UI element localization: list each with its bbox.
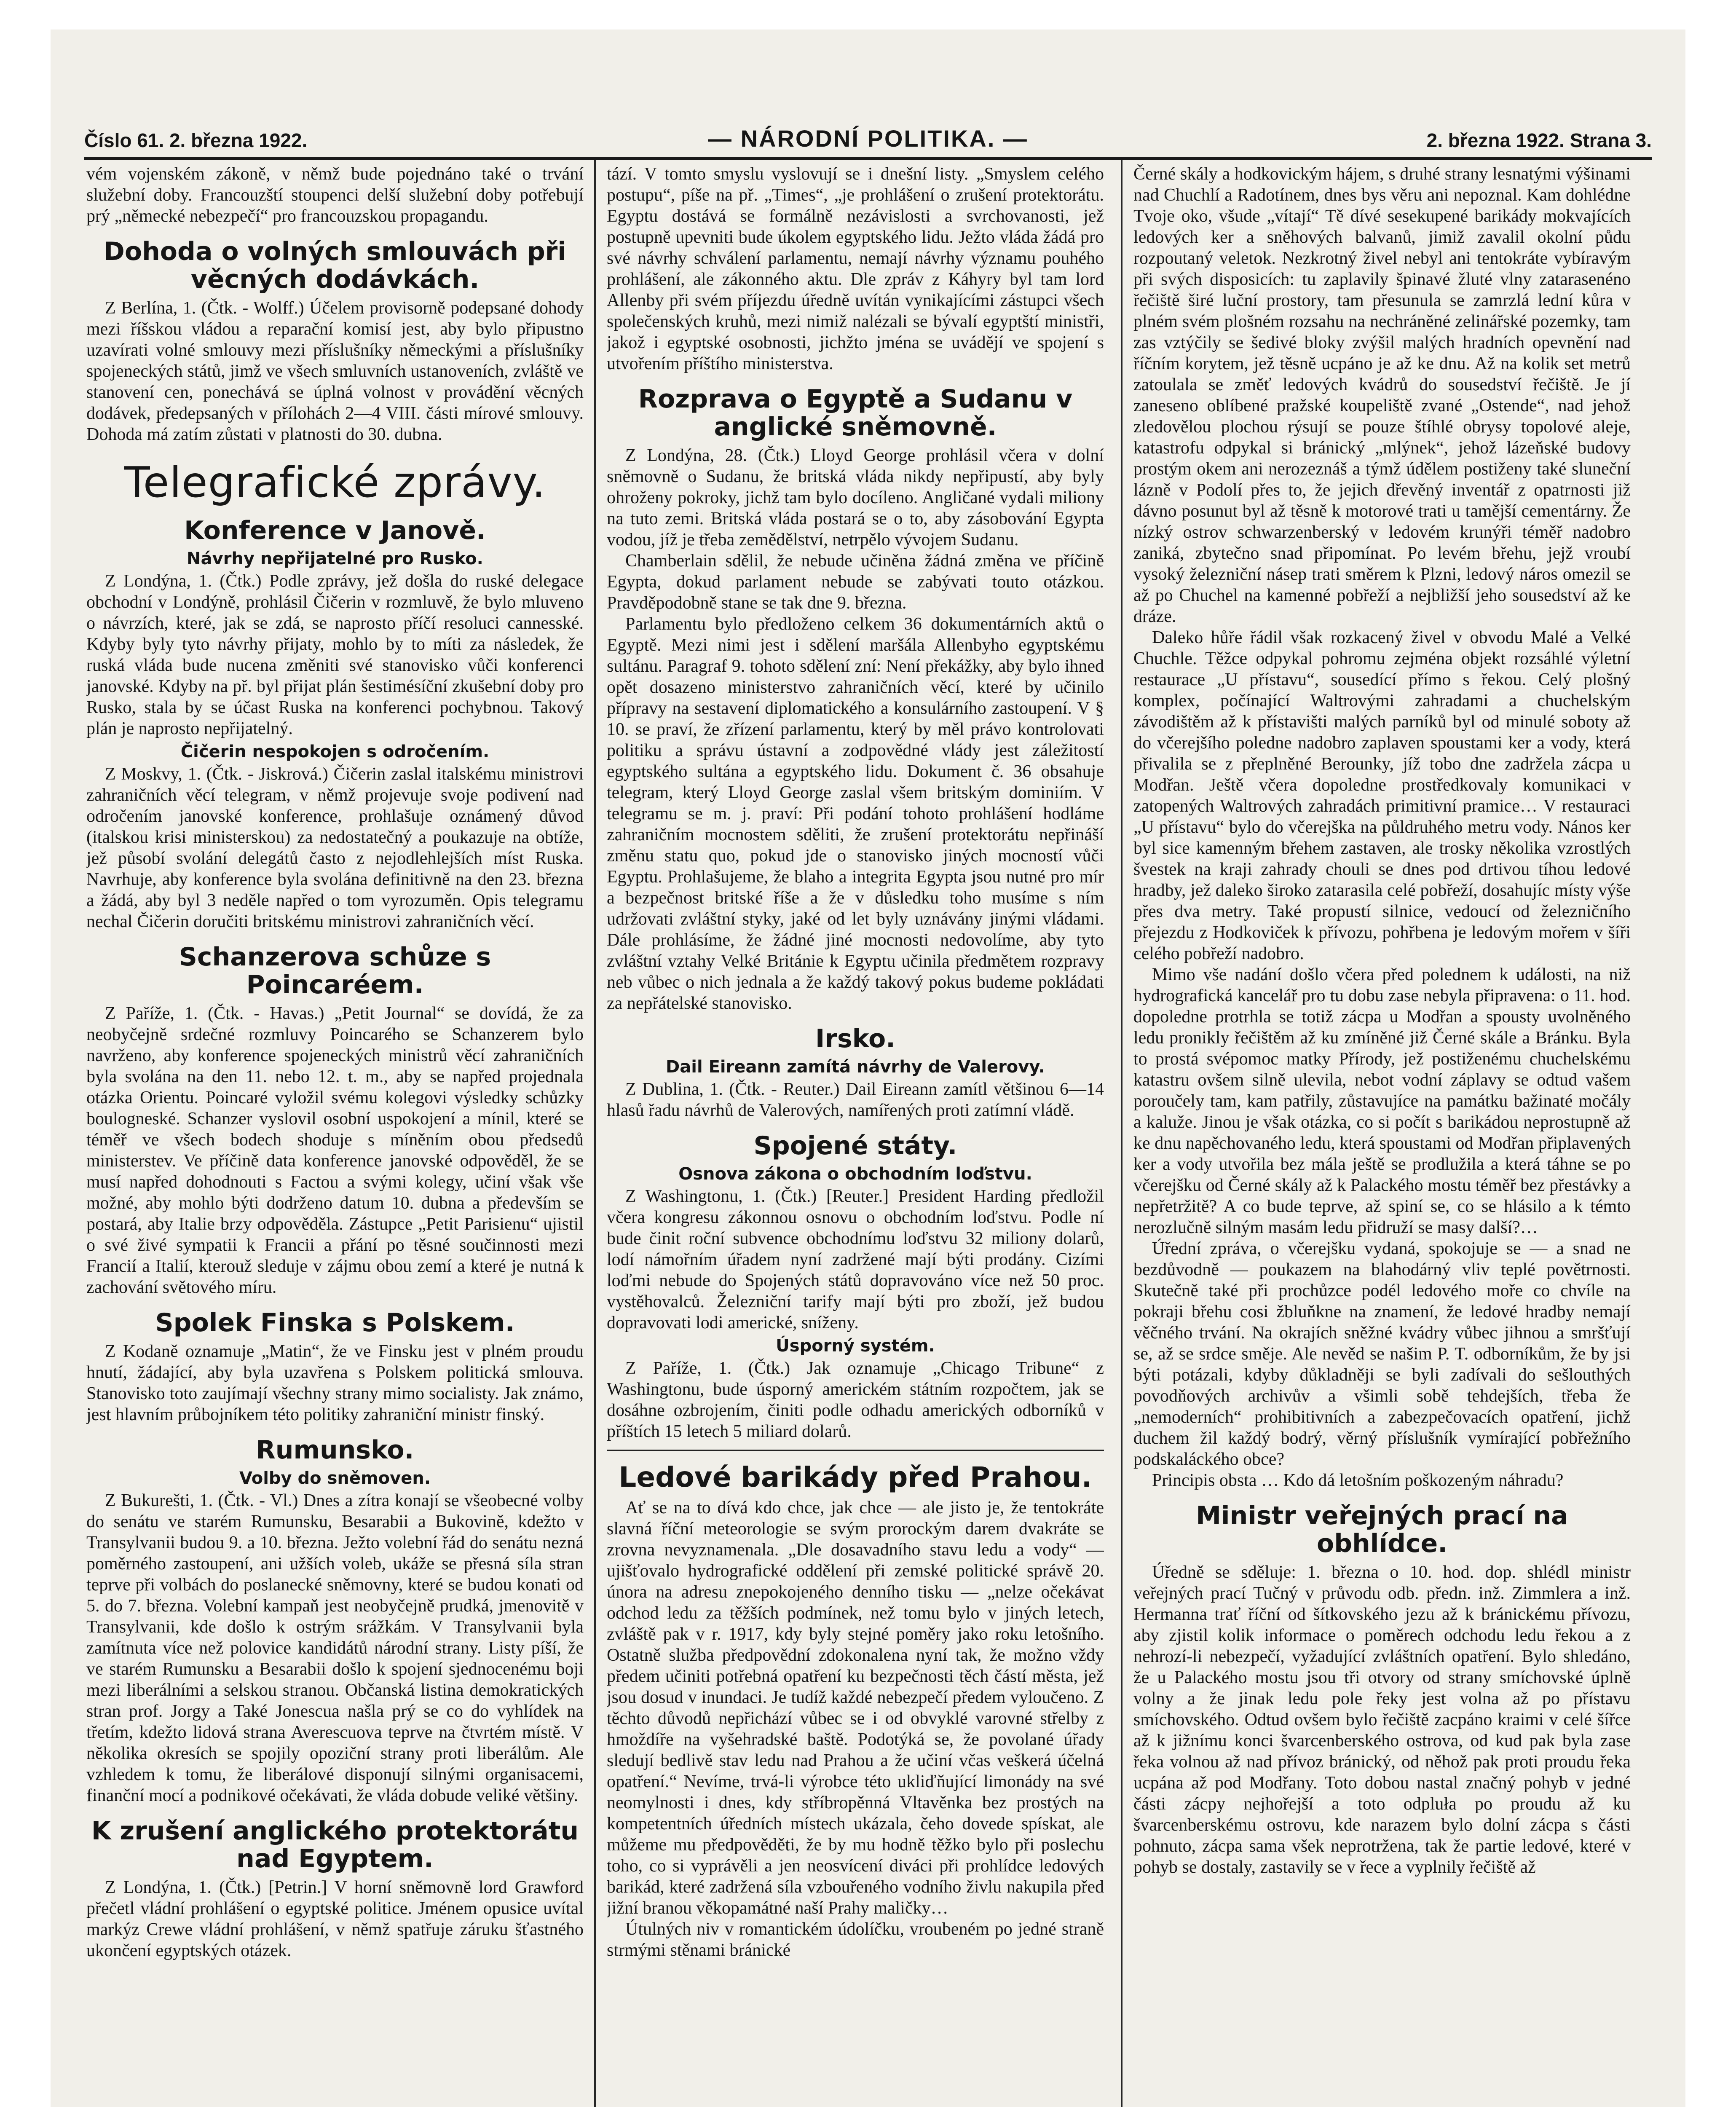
masthead bbox=[84, 125, 1652, 154]
col1-intro: vém vojenském zákoně, v němž bude pojednáno také o trvání služební doby. Francouzští stoupenci delší služební doby potřebují prý „německé nebezpečí“ pro francouzskou propagandu. bbox=[86, 164, 584, 226]
column-divider-2 bbox=[1121, 160, 1123, 2107]
irsko-article: Z Dublina, 1. (Čtk. - Reuter.) Dail Eireann zamítl většinou 6—14 hlasů řadu návrhů de Valerových, namířených proti zatímní vládě. bbox=[607, 1080, 1104, 1120]
page-number-right: 2. března 1922. Strana 3. bbox=[1426, 129, 1652, 151]
col3-paragraph-3: Mimo vše nadání došlo včera před polednem k události, na niž hydrografická kancelář pro tu dobu zase nebyla připravena: o 11. hod. dopoledne protrhla se totiž zácpa u Modřan a spousty uvolněného ledu pronikly řečištěm až ku zmíněné již Černé skále a Bránku. Byla to prostá svépomoc matky Přírody, jež postiženému chuchelskému katastru ovšem silně ulevila, nebot vodní záplavy se odtud vašem poroučely tam, kam patřily, zůstavujíce na památku bažinaté močály a kaluže. Jinou je však otázka, co si počít s barikádou neprostupně až ke dnu napěchovaného ledu, která spoustami od Modřan připlavených ker a vody utvořila bez mála ještě se prodlužila a která táhne se po včerejšku od Černé skály až k Palackého mostu téměř bez přestávky a nepřetržitě? A co bude teprve, až spiní se, co se hlásilo a k témto nerozlučně silným masám ledu přidruží se masy další?… bbox=[1133, 965, 1631, 1237]
ministr-headline: Ministr veřejných prací na obhlídce. bbox=[1196, 1501, 1568, 1558]
rumunsko-headline: Rumunsko. bbox=[256, 1435, 414, 1465]
cicerin-subhead: Čičerin nespokojen s odročením. bbox=[180, 742, 490, 761]
egypt-headline: K zrušení anglického protektorátu nad Egyptem. bbox=[91, 1816, 579, 1874]
usa-subhead: Osnova zákona o obchodním loďstvu. bbox=[678, 1164, 1032, 1184]
egypt-article: Z Londýna, 1. (Čtk.) [Petrin.] V horní sněmovně lord Grawford přečetl vládní prohlášení o egyptské politice. Jménem opusice uvítal markýz Crewe vládní prohlášení, v němž spatřuje záruku šťastného ukončení egyptských otázek. bbox=[86, 1878, 584, 1960]
column-divider-1 bbox=[594, 160, 596, 2107]
finsko-headline: Spolek Finska s Polskem. bbox=[155, 1308, 515, 1338]
col3-paragraph-5: Principis obsta … Kdo dá letošním poškozeným náhradu? bbox=[1152, 1471, 1564, 1490]
irsko-subhead: Dail Eireann zamítá návrhy de Valerovy. bbox=[666, 1057, 1045, 1077]
col2-intro: tází. V tomto smyslu vyslovují se i dnešní listy. „Smyslem celého postupu“, píše na př. „Times“, „je prohlášení o zrušení protektorátu. Egyptu dostává se formálně nezávislosti a svrchovanosti, jež postupně upevniti bude úkolem egyptského lidu. Ježto vláda žádá pro své návrhy schválení parlamentu, nemají návrhy významu pouhého prohlášení, ale zákonného aktu. Dle zpráv z Káhyry byl tam lord Allenby při svém příjezdu úředně uvítán vynikajícími zástupci všech společenských kruhů, mezi nimiž nalézali se bývalí egyptští ministři, jakož i egyptské osobnosti, jichžto jména se uvádějí ve spojení s utvořením příštího ministerstva. bbox=[607, 164, 1104, 373]
ledove-paragraph-2: Útulných niv v romantickém údolíčku, vroubeném po jedné straně strmými stěnami bránické bbox=[607, 1919, 1104, 1960]
janov-headline: Konference v Janově. bbox=[184, 516, 486, 545]
rozprava-headline: Rozprava o Egyptě a Sudanu v anglické sněmovně. bbox=[638, 384, 1073, 442]
schanzer-headline: Schanzerova schůze s Poincaréem. bbox=[179, 942, 491, 1000]
column-3 bbox=[1133, 164, 1631, 2107]
schanzer-article: Z Paříže, 1. (Čtk. - Havas.) „Petit Journal“ se dovídá, že za neobyčejně srdečné rozmluvy Poincarého se Schanzerem bylo navrženo, aby konference spojeneckých ministrů věcí zahraničních byla svolána na den 11. nebo 12. t. m., aby se napřed projednala otázka Orientu. Poincaré vyložil svému kolegovi výsledky schůzky boulogneské. Schanzer vyslovil osobní uspokojení a mínil, které se téměř ve všech bodech shoduje s míněním obou předsedů ministerstev. Ve příčině data konference janovské odpověděl, že se musí napřed dohodnouti s Factou a svými kolegy, učiní však vše možné, aby mohlo býti dodrženo datum 10. dubna a především se postará, aby Italie brzy odpověděla. Zástupce „Petit Parisienu“ ujistil o své živé sympatii k Francii a přání po těsné součinnosti mezi Francií a Italií, kterouž sleduje v zájmu obou zemí a které je nutná k zachování světového míru. bbox=[86, 1004, 584, 1297]
rumunsko-article: Z Bukurešti, 1. (Čtk. - Vl.) Dnes a zítra konají se všeobecné volby do senátu ve starém Rumunsku, Besarabii a Bukovině, kdežto v Transylvanii budou 9. a 10. března. Ježto volební řád do senátu nezná poměrného zastoupení, ani užších voleb, ukáže se přesná síla stran teprve při volbách do poslanecké sněmovny, které se budou konati od 5. do 7. března. Volební kampaň jest neobyčejně prudká, jmenovitě v Transylvanii, kde došlo k ostrým srážkám. V Transylvanii byla zamítnuta více než polovice kandidátů národní strany. Listy píší, že ve starém Rumunsku a Besarabii došlo k spojení sjednocenému boji mezi liberálními a selskou stranou. Občanská listina demokratických stran prof. Jorgy a Také Jonescua našla prý se co do vyhlídek na třetím, kdežto lidová strana Averescuova teprve na čtvrtém místě. V několika okresích se spojily opoziční strany proti liberálům. Ale vzhledem k tomu, že liberálové disponují silnými organisacemi, finanční mocí a podnikové očekávati, že vláda dobude veliké většiny. bbox=[86, 1491, 584, 1805]
ministr-article: Úředně se sděluje: 1. března o 10. hod. dop. shlédl ministr veřejných prací Tučný v průvodu odb. předn. inž. Zimmlera a inž. Hermanna trať říční od šítkovského jezu až k bránickému přívozu, aby zjistil kolik informace o poměrech odchodu ledu řekou a z nehrozí-li nebezpečí, vyžadující zvláštních opatření. Bylo shledáno, že u Palackého mostu jsou tři otvory od strany smíchovské úplně volny a že jinak ledu pole řeky jest volna až po přístavu smíchovského. Odtud ovšem bylo řečiště zacpáno kraimi v celé šířce až k jižnímu konci švarcenberského ostrova, od kud pak byla zase řeka volnou až nad přívoz bránický, od něhož pak proti proudu řeka ucpána až pod Modřany. Toto dobou nastal značný pohyb v jedné části zácpy nejhořejší a toto odpluła po proudu až ku švarcenberskému ostrovu, kde narazem bylo dolní zácpa s části pohnuto, zácpa sama všek neprotržena, tak že partie ledové, které v pohyb se dostaly, zastavily se v řece a vyplnily řečiště až bbox=[1133, 1563, 1631, 1877]
col3-paragraph-4: Úřední zpráva, o včerejšku vydaná, spokojuje se — a snad ne bezdůvodně — poukazem na blahodárný vliv teplé povětrnosti. Skutečně také při prochůzce podél ledového moře co chvíle na pokraji břehu cosi žbluňkne na znamení, že ledové hradby nemají věčného trvání. Na okrajích sněžné kvádry vůbec jihnou a smršťují se, až se srdce směje. Ale nevěd se našim P. T. odborníkům, že by jsi býti potázali, kdyby důkladněji se byli zadívali do sešlouthých povodňových archivův a všimli sobě tehdejších, třeba že „nemoderních“ prohibitivních a zabezpečovacích opatření, jichž duchem žil každý bodrý, věrný příslušník vymírající pobřežního podskaláckého obce? bbox=[1133, 1239, 1631, 1469]
irsko-headline: Irsko. bbox=[815, 1024, 895, 1054]
usporny-article: Z Paříže, 1. (Čtk.) Jak oznamuje „Chicago Tribune“ z Washingtonu, bude úsporný americkém státním rozpočtem, jak se dosáhne ozbrojením, činiti podle odhadu amerických odborníků v příštích 15 letech 5 miliard dolarů. bbox=[607, 1359, 1104, 1441]
col3-paragraph-1: Černé skály a hodkovickým hájem, s druhé strany lesnatými výšinami nad Chuchlí a Radotínem, dnes bys věru ani nepoznal. Kam dohlédne Tvoje oko, všude „vítají“ Tě dívé sesekupené barikády mokvajících ledových ker a sněhových balvanů, jimiž zavalil okolní půdu rozpoutaný veletok. Nezkrotný živel nebyl ani tentokráte vybíravým při svých disposicích: tu zaplavily špinavé žluté vlny zatarasenéno řečiště širé luční prostory, tam přesunula se zamrzlá lední kůra v plném svém plošném rozsahu na nechráněné zelinářské pozemky, tam zas vztýčily se šedivé bloky zvýšil malých hradních opevnění nad říčním korytem, jež těsně ucpáno je až ke dnu. Až na kolik set metrů zatoulala se změť ledových kvádrů do sousedství řečiště. Je jí zaneseno oblíbené pražské koupeliště zvané „Ostende“, nad jehož zledovělou plochou rýsují se pouze štíhlé obrysy topolové aleje, katastrofu odpykal si bránický „mlýnek“, jehož lázeňské budovy prostým okem ani nerozeznáš a týmž údělem postiženy také sluneční lázně v Podolí přes to, že jejich dřevěný inventář z opatrnosti již dávno posunut byl až těsně k motorové trati u tamější cementárny. Že nízký ostrov schwarzenberský v ledovém krunýři téměř nadobro zaniká, zbytečno snad připomínat. Po levém břehu, jejž vroubí vysoký železniční násep trati směrem k Plzni, ledový náros omezil se až po Chuchel na kamenné pobřeží a nejbližší jeho sousedství až ke dráze. bbox=[1133, 164, 1631, 626]
newspaper-title: — NÁRODNÍ POLITIKA. — bbox=[708, 125, 1028, 152]
rumunsko-subhead: Volby do sněmoven. bbox=[239, 1469, 431, 1488]
janov-article: Z Londýna, 1. (Čtk.) Podle zprávy, jež došla do ruské delegace obchodní v Londýně, prohlásil Čičerin v rozmluvě, že bylo mluveno o návrzích, které, jak se zdá, se naprosto příčí resoluci cannesské. Kdyby byly tyto návrhy přijaty, mohlo by to míti za následek, že ruská vláda bude nucena změniti své stanovisko vůči konferenci janovské. Kdyby na př. byl přijat plán šestimésíční zkušební doby pro Rusko, stala by se účast Ruska na konferenci pochybnou. Takový plán je naprosto nepřijatelný. bbox=[86, 571, 584, 738]
finsko-article: Z Kodaně oznamuje „Matin“, že ve Finsku jest v plném proudu hnutí, žádající, aby byla uzavřena s Polskem politická smlouva. Stanovisko toto zaujímají všechny strany mimo socialisty. Jak známo, jest hlavním průbojníkem této politiky zahraniční ministr finský. bbox=[86, 1342, 584, 1424]
masthead-rule bbox=[84, 157, 1652, 160]
janov-subhead: Návrhy nepřijatelné pro Rusko. bbox=[187, 549, 483, 568]
col3-paragraph-2: Daleko hůře řádil však rozkacený živel v obvodu Malé a Velké Chuchle. Těžce odpykal pohromu zejména objekt rozsáhlé výletní restaurace „U přístavu“, sousedící přímo s řekou. Celý plošný komplex, počínající Waltrovými zahradami a chuchelským závodištěm až k přístavišti malých parníků byl od minulé soboty až do včerejšího poledne nadobro zaplaven spoustami ker a vody, která přivalila se z přeplněné Berounky, jíž tobo dne zadržela zácpa u Modřan. Ještě včera dopoledne prostředkovaly komunikaci v zatopených Waltrových zahradách primitivní pramice… V restauraci „U přístavu“ bylo do včerejška na půldruhého metru vody. Nános ker byl sice kamenným břehem zastaven, ale trosky několika vzrostlých švestek na kraji zahrady chouli se dnes pod drtivou tíhou ledové hradby, jež daleko široko zatarasila celé pobřeží, dosahujíc místy výše přes dva metry. Také propustí silnice, vedoucí od železničního přejezdu z Hodkoviček k přívozu, pohřbena je ledovým mořem v šíři celého pobřeží nadobro. bbox=[1133, 628, 1631, 963]
usporny-subhead: Úsporný systém. bbox=[776, 1336, 935, 1356]
issue-date-left: Číslo 61. 2. března 1922. bbox=[84, 129, 308, 151]
dohoda-headline: Dohoda o volných smlouvách při věcných dodávkách. bbox=[104, 237, 566, 294]
usa-headline: Spojené státy. bbox=[753, 1131, 957, 1161]
parlament-paragraph: Parlamentu bylo předloženo celkem 36 dokumentárních aktů o Egyptě. Mezi nimi jest i sdělení maršála Allenbyho egyptskému sultánu. Paragraf 9. tohoto sdělení zní: Není překážky, aby bylo ihned opět dosazeno ministerstvo zahraničních věcí, které by učinilo přípravy na sestavení diplomatického a konsulárního zastoupení. V § 10. se praví, že zřízení parlamentu, který by měl právo kontrolovati politiku a správu ústavní a zodpovědné vlády jest záležitostí egyptského sultána a egyptského lidu. Dokument č. 36 obsahuje telegram, který Lloyd George zaslal všem britským dominiím. V telegramu se m. j. praví: Při podání tohoto prohlášení hodláme zahraničním mocnostem sděliti, že zrušení protektorátu nepřináší změnu statu quo, pokud jde o stanovisko jiných mocností vůči Egyptu. Prohlašujeme, že blaho a integrita Egypta jsou nutné pro mír a bezpečnost britské říše a že v důsledku toho musíme s ním udržovati zvláštní styky, jaké od let byly uznávány jinými vládami. Dále prohlásíme, že žádné jiné mocnosti nedovolíme, aby tyto zvláštní vztahy Velké Británie k Egyptu učinila předmětem rozpravy neb vůbec o nich jednala a že každý takový pokus budeme pokládati za nepřátelské stanovisko. bbox=[607, 614, 1104, 1013]
column-2 bbox=[607, 164, 1104, 2107]
rozprava-article: Z Londýna, 28. (Čtk.) Lloyd George prohlásil včera v dolní sněmovně o Sudanu, že britská vláda nikdy nepřipustí, aby byly ohroženy pokroky, jichž tam bylo docíleno. Angličané vydali miliony na tuto zemi. Britská vláda postará se o to, aby zásobování Egypta vodou, jíž je třeba zemědělství, netrpělo vývojem Sudanu. bbox=[607, 446, 1104, 550]
usa-article: Z Washingtonu, 1. (Čtk.) [Reuter.] President Harding předložil včera kongresu zákonnou osnovu o obchodním loďstvu. Podle ní bude činit roční subvence obchodnímu loďstvu 32 miliony dolarů, lodí námořním úřadem nyní zadržené mají býti prodány. Cizími loďmi nebude do Spojených států dopravováno více než 50 proc. vystěhovalců. Železniční tarify mají býti pro zboží, jež budou dopravovati lodi americké, sníženy. bbox=[607, 1187, 1104, 1332]
section-rule bbox=[607, 1450, 1104, 1451]
column-1 bbox=[86, 164, 584, 2107]
section-title-telegrams: Telegrafické zprávy. bbox=[124, 458, 546, 507]
cicerin-article: Z Moskvy, 1. (Čtk. - Jiskrová.) Čičerin zaslal italskému ministrovi zahraničních věcí telegram, v němž projevuje svoje podivení nad odročením janovské konference, prohlašuje oznámený důvod (italskou krisi ministerskou) za nedostatečný a poukazuje na obtíže, jež působí svolání delegátů často z nejodlehlejších míst Ruska. Navrhuje, aby konference byla svolána definitivně na den 23. března a žádá, aby byl 3 neděle napřed o tom vyrozuměn. Opis telegramu nechal Čičerin doručiti britskému ministrovi zahraničních věcí. bbox=[86, 764, 584, 931]
ledove-headline: Ledové barikády před Prahou. bbox=[619, 1461, 1092, 1493]
ledove-paragraph-1: Ať se na to dívá kdo chce, jak chce — ale jisto je, že tentokráte slavná říční meteorologie se svým prorockým darem dvakráte se zrovna nevyznamenala. „Dle dosavadního stavu ledu a vody“ — ujišťovalo hydrografické oddělení při zemské politické správě 20. února na adresu znepokojeného denního tisku — „nelze očekávat odchod ledu za těžších podmínek, než tomu bylo v jiných letech, zvláště pak v r. 1917, kdy byly stejné poměry jako roku letošního. Ostatně služba předpovědní zdokonalena nyní tak, že možno vždy předem učiniti potřebná opatření ku bezpečnosti těch částí města, jež jsou dosud v inundaci. Je tudíž každé nebezpečí předem vyloučeno. Z těchto důvodů nepřichází vůbec se i od obvyklé varovné střelby z hmoždíře na vyšehradské baště. Podotýká se, že povolané úřady sledují bedlivě stav ledu nad Prahou a že učiní včas veškerá účelná opatření.“ Nevíme, trvá-li výrobce této ukliďňující limonády na své neomylnosti i dnes, kdy stříbropěnná Vltavěnka bez prostých na kompetentních úředních místech ukázala, čeho dovede spískat, ale můžeme mu předpověděti, že by mu hodně těžko bylo při poslechu toho, co si vyprávěli a jen neosvícení diváci při prohlídce ledových barikád, které zadržená síla vzbouřeného vodního živlu nakupila před jižní branou věkopamátné naší Prahy maličky… bbox=[607, 1498, 1104, 1918]
chamberlain-paragraph: Chamberlain sdělil, že nebude učiněna žádná změna ve příčině Egypta, dokud parlament nebude se zabývati touto otázkou. Pravděpodobně stane se tak dne 9. března. bbox=[607, 551, 1104, 613]
dohoda-article: Z Berlína, 1. (Čtk. - Wolff.) Účelem provisorně podepsané dohody mezi říšskou vládou a reparační komisí jest, aby bylo připustno uzavírati volné smlouvy mezi příslušníky německými a příslušníky spojeneckých států, jimž ve všech smluvních ustanoveních, zvláště ve stanovení cen, ponechává se úplná volnost v provádění věcných dodávek, předepsaných v přílohách 2—4 VIII. části mírové smlouvy. Dohoda má zatím zůstati v platnosti do 30. dubna. bbox=[86, 298, 584, 444]
